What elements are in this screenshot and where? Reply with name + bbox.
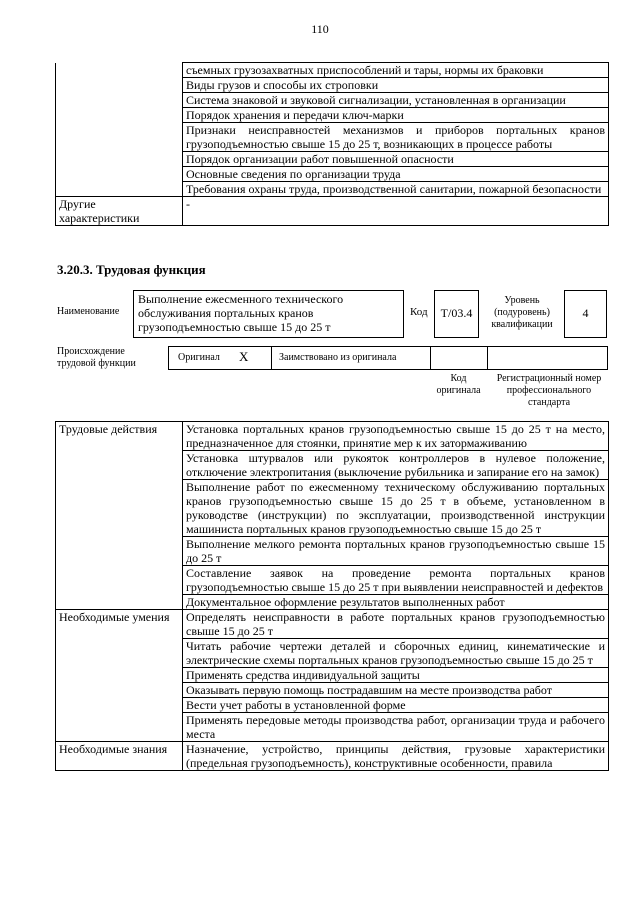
table-row: Порядок организации работ повышенной опасности	[183, 152, 609, 167]
actions-label: Трудовые действия	[56, 422, 183, 610]
section-title: 3.20.3. Трудовая функция	[57, 262, 206, 277]
function-name-value: Выполнение ежесменного технического обслуживания портальных кранов грузоподъемностью свыше 15 до 25 т	[133, 290, 404, 338]
qualification-level-value: 4	[564, 290, 607, 338]
table-row: Система знаковой и звуковой сигнализации, установленная в организации	[183, 93, 609, 108]
code-label: Код	[410, 306, 428, 318]
table-row: Применять средства индивидуальной защиты	[183, 668, 609, 683]
origin-label: Происхождение трудовой функции	[57, 346, 136, 369]
skills-label: Необходимые умения	[56, 610, 183, 742]
table-row: съемных грузозахватных приспособлений и тары, нормы их браковки	[183, 63, 609, 78]
borrowed-label: Заимствовано из оригинала	[279, 352, 397, 363]
origin-divider	[487, 346, 488, 370]
empty-label-cell	[56, 63, 183, 197]
reg-number-label: Регистрационный номер профессионального стандарта	[496, 373, 602, 408]
labor-function-table	[55, 421, 609, 771]
name-label: Наименование	[57, 306, 120, 317]
table-row: Оказывать первую помощь пострадавшим на месте производства работ	[183, 683, 609, 698]
table-row: Назначение, устройство, принципы действия, грузовые характеристики (предельная грузоподъемность), конструктивные особенности, правила	[183, 742, 609, 771]
table-row: Читать рабочие чертежи деталей и сборочных единиц, кинематические и электрические схемы портальных кранов грузоподъемностью свыше 15 до 25 т	[183, 639, 609, 668]
function-code-value: T/03.4	[434, 290, 479, 338]
table-row: Определять неисправности в работе портальных кранов грузоподъемностью свыше 15 до 25 т	[183, 610, 609, 639]
table-row: Виды грузов и способы их строповки	[183, 78, 609, 93]
origin-divider	[271, 346, 272, 370]
knowledge-label: Необходимые знания	[56, 742, 183, 771]
table-row: Установка штурвалов или рукояток контроллеров в нулевое положение, отключение электропитания (выключение рубильника и запирание его на замок)	[183, 451, 609, 480]
other-characteristics-value: -	[183, 197, 609, 226]
page-number: 110	[311, 22, 329, 36]
table-row: Требования охраны труда, производственной санитарии, пожарной безопасности	[183, 182, 609, 197]
table-row: Основные сведения по организации труда	[183, 167, 609, 182]
original-mark: X	[239, 349, 249, 364]
table-row: Установка портальных кранов грузоподъемностью свыше 15 до 25 т на место, предназначенное для стоянки, принятие мер к их затормаживанию	[183, 422, 609, 451]
other-characteristics-label: Другие характеристики	[56, 197, 183, 226]
qualification-level-label: Уровень (подуровень) квалификации	[491, 295, 553, 330]
code-original-label: Код оригинала	[436, 373, 481, 396]
table-row: Применять передовые методы производства работ, организации труда и рабочего места	[183, 713, 609, 742]
knowledge-continuation-table	[55, 62, 609, 226]
table-row: Выполнение мелкого ремонта портальных кранов грузоподъемностью свыше 15 до 25 т	[183, 537, 609, 566]
table-row: Вести учет работы в установленной форме	[183, 698, 609, 713]
table-row: Порядок хранения и передачи ключ-марки	[183, 108, 609, 123]
table-row: Выполнение работ по ежесменному техническому обслуживанию портальных кранов грузоподъемностью свыше 15 до 25 т в объеме, установленном в руководстве (инструкции) по эксплуатации, производственной инструкции машиниста портальных кранов грузоподъемностью свыше 15 до 25 т	[183, 480, 609, 537]
table-row: Составление заявок на проведение ремонта портальных кранов грузоподъемностью свыше 15 до 25 т при выявлении неисправностей и дефектов	[183, 566, 609, 595]
table-row: Признаки неисправностей механизмов и приборов портальных кранов грузоподъемностью свыше 15 до 25 т, возникающих в процессе работы	[183, 123, 609, 152]
original-label: Оригинал	[178, 352, 220, 363]
table-row: Документальное оформление результатов выполненных работ	[183, 595, 609, 610]
origin-divider	[430, 346, 431, 370]
